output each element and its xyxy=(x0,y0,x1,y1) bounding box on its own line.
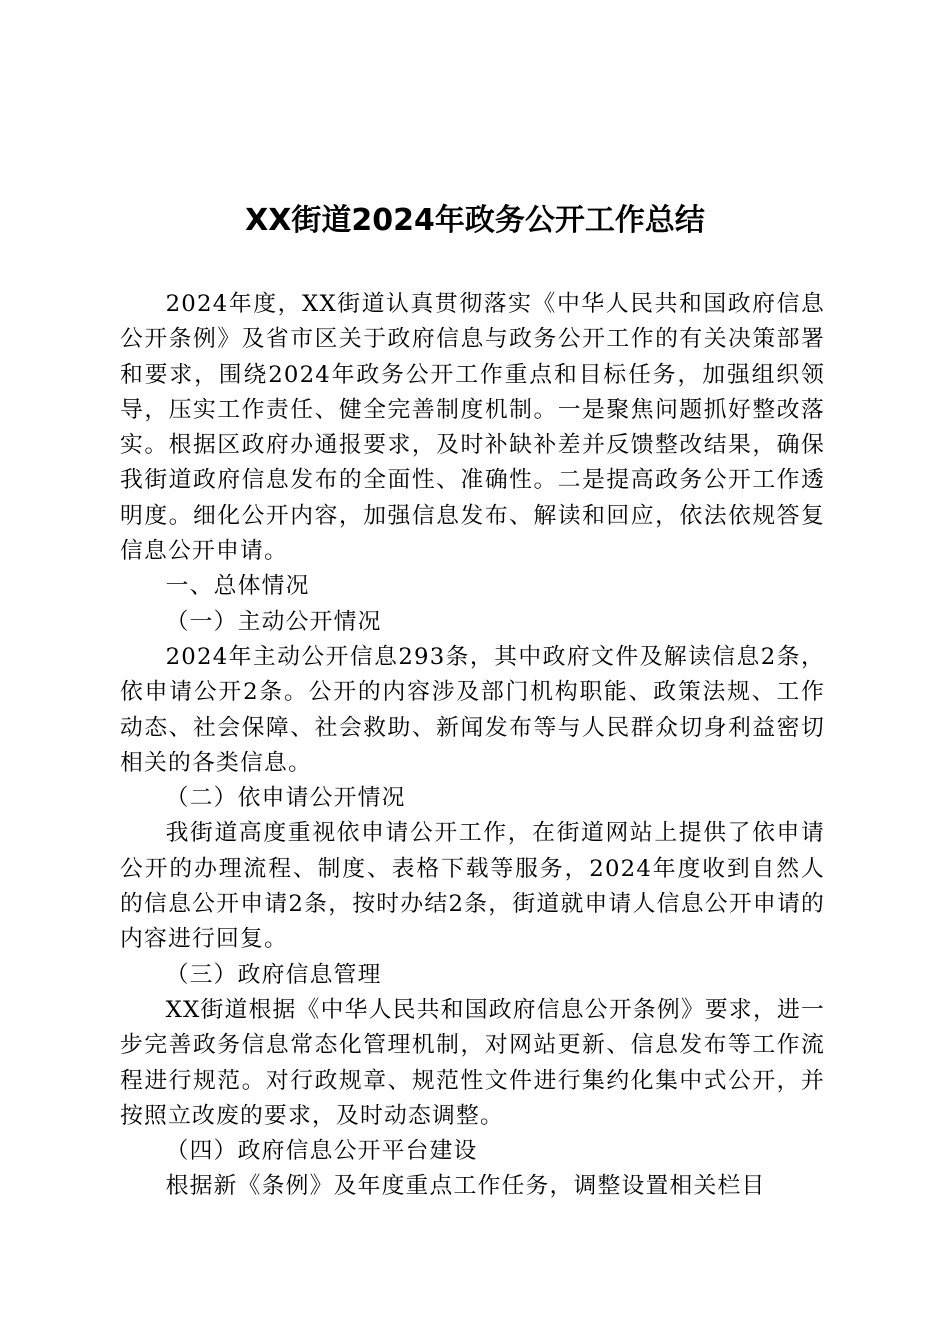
subheading-proactive-disclosure: （一）主动公开情况 xyxy=(165,608,382,635)
subheading-application-disclosure: （二）依申请公开情况 xyxy=(165,785,406,812)
paragraph-proactive-disclosure: 2024年主动公开信息293条，其中政府文件及解读信息2条，依申请公开2条。公开的内容涉及部门机构职能、政策法规、工作动态、社会保障、社会救助、新闻发布等与人民群众切身利益密切相关的各类信息。 xyxy=(120,643,825,776)
paragraph-information-management: XX街道根据《中华人民共和国政府信息公开条例》要求，进一步完善政务信息常态化管理机制，对网站更新、信息发布等工作流程进行规范。对行政规章、规范性文件进行集约化集中式公开，并按照立改废的要求，及时动态调整。 xyxy=(120,996,825,1129)
paragraph-platform-construction: 根据新《条例》及年度重点工作任务，调整设置相关栏目 xyxy=(165,1173,766,1200)
intro-paragraph: 2024年度，XX街道认真贯彻落实《中华人民共和国政府信息公开条例》及省市区关于政府信息与政务公开工作的有关决策部署和要求，围绕2024年政务公开工作重点和目标任务，加强组织领导，压实工作责任、健全完善制度机制。一是聚焦问题抓好整改落实。根据区政府办通报要求，及时补缺补差并反馈整改结果，确保我街道政府信息发布的全面性、准确性。二是提高政务公开工作透明度。细化公开内容，加强信息发布、解读和回应，依法依规答复信息公开申请。 xyxy=(120,291,825,565)
paragraph-application-disclosure: 我街道高度重视依申请公开工作，在街道网站上提供了依申请公开的办理流程、制度、表格下载等服务，2024年度收到自然人的信息公开申请2条，按时办结2条，街道就申请人信息公开申请的内容进行回复。 xyxy=(120,820,825,953)
subheading-information-management: （三）政府信息管理 xyxy=(165,961,382,988)
section-heading-overview: 一、总体情况 xyxy=(165,573,310,600)
document-body xyxy=(120,287,825,1205)
document-title: XX街道2024年政务公开工作总结 xyxy=(245,203,705,238)
subheading-platform-construction: （四）政府信息公开平台建设 xyxy=(165,1138,478,1165)
